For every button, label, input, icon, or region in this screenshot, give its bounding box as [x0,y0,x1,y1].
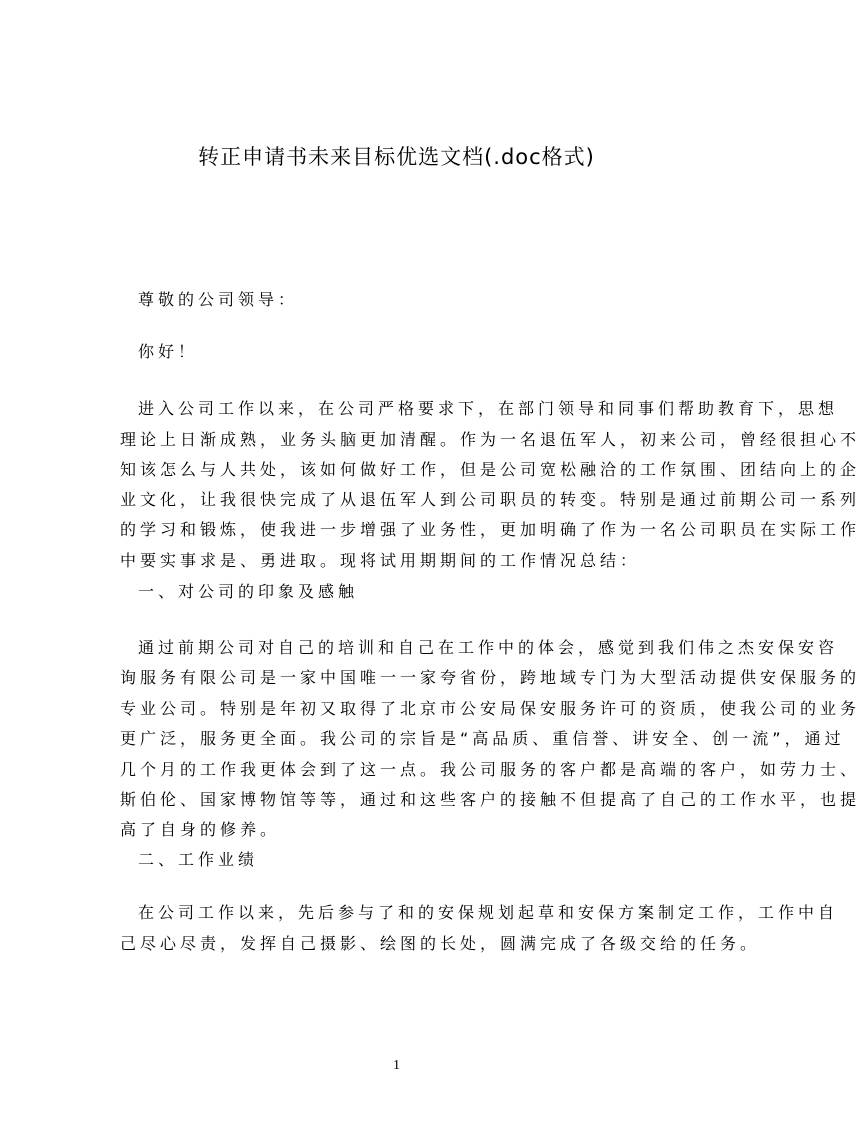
document-title: 转正申请书未来目标优选文档(.doc格式) [198,145,595,169]
text-line: 的学习和锻炼，使我进一步增强了业务性，更加明确了作为一名公司职员在实际工作 [120,520,860,539]
text-line: 更广泛，服务更全面。我公司的宗旨是“高品质、重信誉、讲安全、创一流”，通过 [120,729,845,748]
greeting: 你好！ [138,342,199,361]
text-line: 专业公司。特别是年初又取得了北京市公安局保安服务许可的资质，使我公司的业务 [120,699,860,718]
text-line: 进入公司工作以来，在公司严格要求下，在部门领导和同事们帮助教育下，思想 [138,399,839,418]
page-number: 1 [393,1058,400,1073]
section-heading-2: 二、工作业绩 [138,850,259,869]
text-line: 几个月的工作我更体会到了这一点。我公司服务的客户都是高端的客户，如劳力士、 [120,760,860,779]
text-line: 知该怎么与人共处，该如何做好工作，但是公司宽松融洽的工作氛围、团结向上的企 [120,460,860,479]
text-line: 理论上日渐成熟，业务头脑更加清醒。作为一名退伍军人，初来公司，曾经很担心不 [120,430,860,449]
text-line: 询服务有限公司是一家中国唯一一家夸省份，跨地域专门为大型活动提供安保服务的 [120,668,860,687]
text-line: 通过前期公司对自己的培训和自己在工作中的体会，感觉到我们伟之杰安保安咨 [138,638,839,657]
text-line: 业文化，让我很快完成了从退伍军人到公司职员的转变。特别是通过前期公司一系列 [120,490,860,509]
text-line: 在公司工作以来，先后参与了和的安保规划起草和安保方案制定工作，工作中自 [138,903,839,922]
text-line: 中要实事求是、勇进取。现将试用期期间的工作情况总结： [120,551,641,570]
text-line: 斯伯伦、国家博物馆等等，通过和这些客户的接触不但提高了自己的工作水平，也提 [120,790,860,809]
salutation: 尊敬的公司领导： [138,290,299,309]
section-heading-1: 一、对公司的印象及感触 [138,582,359,601]
text-line: 高了自身的修养。 [120,820,281,839]
text-line: 己尽心尽责，发挥自己摄影、绘图的长处，圆满完成了各级交给的任务。 [120,934,761,953]
